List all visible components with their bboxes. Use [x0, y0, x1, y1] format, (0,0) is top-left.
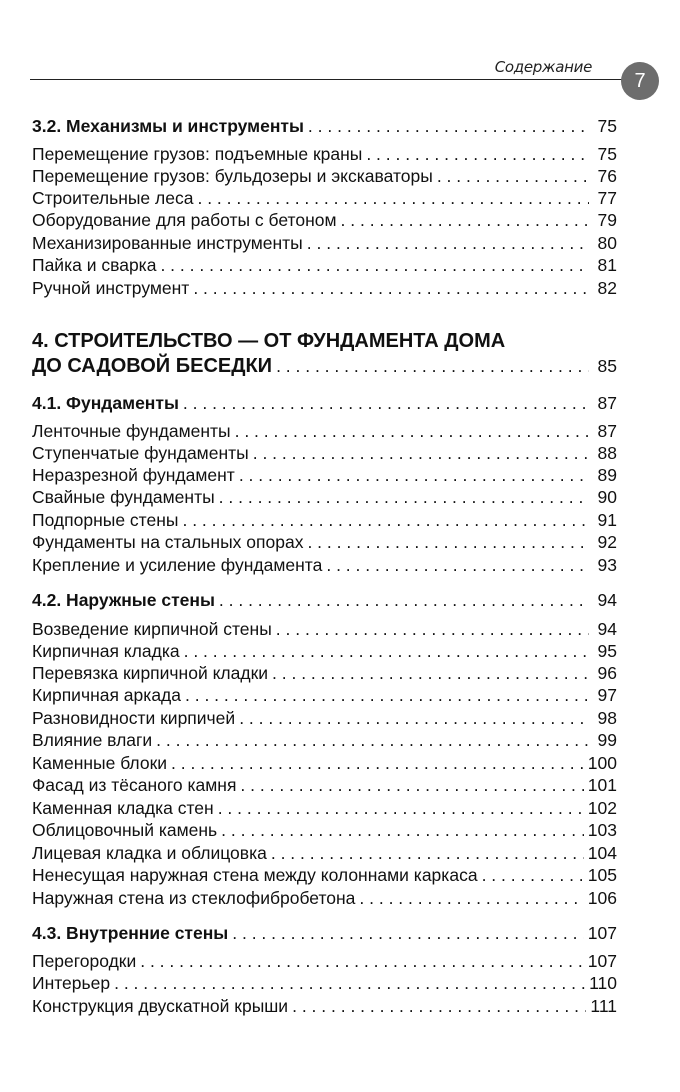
leader-dots — [341, 210, 589, 231]
toc-entry-title: Перемещение грузов: бульдозеры и экскаваторы — [32, 166, 433, 186]
leader-dots — [240, 775, 583, 796]
leader-dots — [114, 973, 585, 994]
toc-entry[interactable] — [32, 144, 617, 166]
toc-entry[interactable] — [32, 532, 617, 554]
leader-dots — [326, 555, 589, 576]
running-title: Содержание — [494, 58, 592, 76]
toc-entry-title: Каменная кладка стен — [32, 798, 214, 818]
toc-section-title: 3.2. Механизмы и инструменты — [32, 116, 304, 136]
leader-dots — [182, 510, 589, 531]
toc-page-number: 87 — [597, 421, 617, 441]
toc-entry-title: Ленточные фундаменты — [32, 421, 231, 441]
header-rule — [30, 79, 628, 80]
toc-section-4-2[interactable] — [32, 590, 617, 612]
toc-entry-title: Свайные фундаменты — [32, 487, 215, 507]
toc-entry[interactable] — [32, 487, 617, 509]
toc-section-title: 4.2. Наружные стены — [32, 590, 215, 610]
leader-dots — [140, 951, 584, 972]
leader-dots — [292, 996, 586, 1017]
toc-entry[interactable] — [32, 708, 617, 730]
toc-entry[interactable] — [32, 865, 617, 887]
toc-page-number: 93 — [597, 555, 617, 575]
toc-page-number: 91 — [597, 510, 617, 530]
toc-page-number: 101 — [587, 775, 617, 795]
toc-entry[interactable] — [32, 555, 617, 577]
toc-entry-title: Конструкция двускатной крыши — [32, 996, 289, 1016]
toc-page-number: 103 — [587, 820, 617, 840]
leader-dots — [276, 619, 589, 640]
toc-page-number: 85 — [597, 356, 617, 376]
toc-page-number: 90 — [597, 487, 617, 507]
toc-section-title: 4.3. Внутренние стены — [32, 923, 229, 943]
toc-page-number: 92 — [597, 532, 617, 552]
toc-entry[interactable] — [32, 951, 617, 973]
toc-page-number: 96 — [597, 663, 617, 683]
toc-entry-title: Оборудование для работы с бетоном — [32, 210, 337, 230]
leader-dots — [156, 730, 589, 751]
leader-dots — [235, 421, 589, 442]
toc-entry[interactable] — [32, 510, 617, 532]
toc-entry[interactable] — [32, 996, 617, 1018]
toc-section-4-3[interactable] — [32, 923, 617, 945]
toc-entry[interactable] — [32, 641, 617, 663]
toc-entry[interactable] — [32, 775, 617, 797]
toc-entry[interactable] — [32, 753, 617, 775]
toc-entry[interactable] — [32, 188, 617, 210]
leader-dots — [219, 487, 589, 508]
toc-entry[interactable] — [32, 820, 617, 842]
leader-dots — [184, 641, 589, 662]
toc-entry[interactable] — [32, 798, 617, 820]
toc-entry[interactable] — [32, 685, 617, 707]
toc-entry-title: Перевязка кирпичной кладки — [32, 663, 269, 683]
leader-dots — [218, 798, 584, 819]
toc-page-number: 94 — [597, 619, 617, 639]
toc-page-number: 97 — [597, 685, 617, 705]
leader-dots — [171, 753, 584, 774]
leader-dots — [221, 820, 584, 841]
toc-entry-title: Перемещение грузов: подъемные краны — [32, 144, 363, 164]
leader-dots — [276, 356, 589, 377]
toc-entry-title: Каменные блоки — [32, 753, 168, 773]
toc-entry-title: Ручной инструмент — [32, 278, 190, 298]
toc-page-number: 105 — [587, 865, 617, 885]
leader-dots — [482, 865, 584, 886]
leader-dots — [185, 685, 589, 706]
toc-page-number: 107 — [587, 951, 617, 971]
toc-page-number: 80 — [597, 233, 617, 253]
toc-page-number: 88 — [597, 443, 617, 463]
toc-page-number: 110 — [589, 973, 617, 993]
toc-page-number: 76 — [597, 166, 617, 186]
toc-entry-title: Строительные леса — [32, 188, 194, 208]
toc-section-title: 4.1. Фундаменты — [32, 393, 179, 413]
leader-dots — [253, 443, 589, 464]
toc-section-4-1[interactable] — [32, 393, 617, 415]
toc-page-number: 104 — [587, 843, 617, 863]
toc-entry-title: Наружная стена из стеклофибробетона — [32, 888, 356, 908]
toc-page-number: 95 — [597, 641, 617, 661]
toc-entry[interactable] — [32, 443, 617, 465]
toc-entry-title: Влияние влаги — [32, 730, 153, 750]
toc-entry[interactable] — [32, 278, 617, 300]
toc-entry[interactable] — [32, 730, 617, 752]
toc-page-number: 89 — [597, 465, 617, 485]
leader-dots — [239, 708, 589, 729]
toc-entry[interactable] — [32, 233, 617, 255]
toc-entry-title: Ненесущая наружная стена между колоннами каркаса — [32, 865, 478, 885]
leader-dots — [307, 233, 589, 254]
toc-entry-title: Ступенчатые фундаменты — [32, 443, 249, 463]
toc-entry[interactable] — [32, 973, 617, 995]
toc-entry-title: Облицовочный камень — [32, 820, 218, 840]
toc-page-number: 102 — [587, 798, 617, 818]
toc-entry-title: Крепление и усиление фундамента — [32, 555, 323, 575]
toc-page-number: 87 — [597, 393, 617, 413]
toc-entry[interactable] — [32, 843, 617, 865]
leader-dots — [272, 663, 589, 684]
leader-dots — [308, 116, 589, 137]
leader-dots — [239, 465, 589, 486]
toc-page-number: 99 — [597, 730, 617, 750]
toc-entry-title: Лицевая кладка и облицовка — [32, 843, 267, 863]
toc-entry-title: Механизированные инструменты — [32, 233, 303, 253]
toc-page-number: 94 — [597, 590, 617, 610]
toc-entry-title: Разновидности кирпичей — [32, 708, 236, 728]
chapter-title: ДО САДОВОЙ БЕСЕДКИ — [32, 355, 273, 377]
toc-entry-title: Перегородки — [32, 951, 137, 971]
chapter-4-title-line-2[interactable] — [32, 355, 617, 381]
leader-dots — [307, 532, 589, 553]
toc-page-number: 81 — [597, 255, 617, 275]
chapter-4-title-line-1[interactable]: 4. СТРОИТЕЛЬСТВО — ОТ ФУНДАМЕНТА ДОМА — [32, 330, 506, 352]
toc-entry[interactable] — [32, 421, 617, 443]
toc-entry[interactable] — [32, 663, 617, 685]
toc-page-number: 107 — [587, 923, 617, 943]
toc-entry[interactable] — [32, 255, 617, 277]
leader-dots — [437, 166, 589, 187]
toc-entry[interactable] — [32, 210, 617, 232]
toc-entry-title: Фасад из тёсаного камня — [32, 775, 237, 795]
leader-dots — [359, 888, 583, 909]
toc-page-number: 111 — [590, 996, 617, 1016]
leader-dots — [366, 144, 589, 165]
leader-dots — [271, 843, 584, 864]
toc-entry-title: Кирпичная аркада — [32, 685, 181, 705]
toc-page-number: 79 — [597, 210, 617, 230]
leader-dots — [160, 255, 589, 276]
toc-entry[interactable] — [32, 888, 617, 910]
toc-entry-title: Фундаменты на стальных опорах — [32, 532, 304, 552]
toc-page-number: 82 — [597, 278, 617, 298]
leader-dots — [197, 188, 589, 209]
toc-entry-title: Возведение кирпичной стены — [32, 619, 272, 639]
toc-section-3-2[interactable] — [32, 116, 617, 138]
toc-page-number: 75 — [597, 144, 617, 164]
toc-entry-title: Интерьер — [32, 973, 111, 993]
toc-entry-title: Кирпичная кладка — [32, 641, 180, 661]
leader-dots — [232, 923, 584, 944]
toc-entry[interactable] — [32, 619, 617, 641]
toc-page-number: 77 — [597, 188, 617, 208]
leader-dots — [183, 393, 589, 414]
toc-entry-title: Неразрезной фундамент — [32, 465, 235, 485]
toc-entry[interactable] — [32, 465, 617, 487]
toc-entry-title: Подпорные стены — [32, 510, 179, 530]
toc-page-number: 106 — [587, 888, 617, 908]
page-number-badge: 7 — [621, 62, 659, 100]
toc-page-number: 100 — [587, 753, 617, 773]
leader-dots — [219, 590, 589, 611]
toc-page-number: 75 — [597, 116, 617, 136]
toc-entry-title: Пайка и сварка — [32, 255, 157, 275]
leader-dots — [193, 278, 589, 299]
toc-page-number: 98 — [597, 708, 617, 728]
toc-entry[interactable] — [32, 166, 617, 188]
